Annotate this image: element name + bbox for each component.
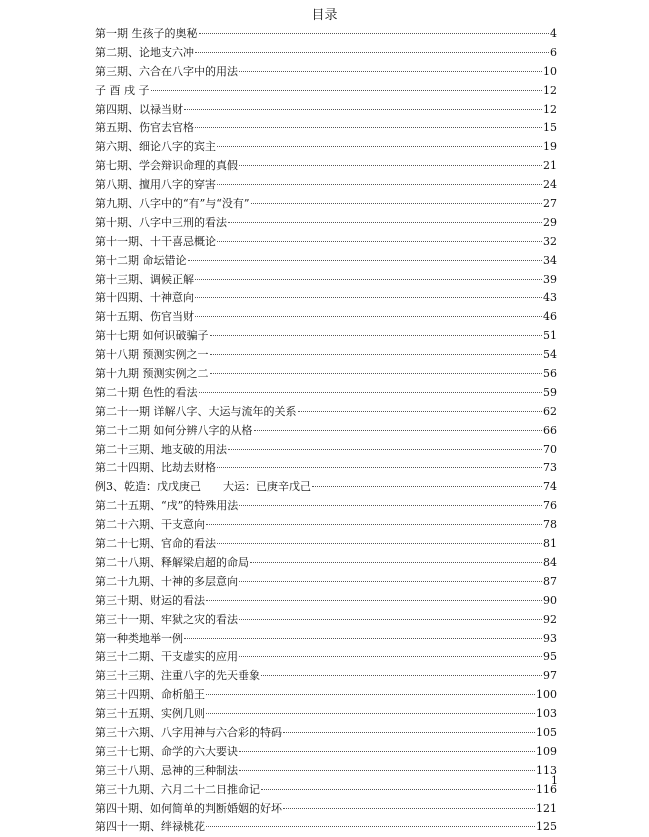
- toc-entry[interactable]: [95, 686, 557, 705]
- toc-entry-page-number: 27: [543, 197, 557, 211]
- toc-dot-leader: [312, 486, 542, 487]
- toc-entry-page-number: 46: [543, 310, 557, 324]
- toc-entry-page-number: 73: [543, 461, 557, 475]
- toc-entry-label: 第三十四期、命析船王: [95, 688, 205, 702]
- toc-entry[interactable]: [95, 289, 557, 308]
- toc-entry-label: 第二十九期、十神的多层意向: [95, 574, 238, 588]
- toc-entry[interactable]: [95, 271, 557, 290]
- toc-dot-leader: [184, 109, 542, 110]
- toc-entry-label: 第五期、伤官去官格: [95, 121, 194, 135]
- toc-dot-leader: [206, 524, 542, 525]
- toc-entry[interactable]: [95, 214, 557, 233]
- toc-entry-page-number: 10: [543, 64, 557, 78]
- toc-entry-page-number: 100: [536, 688, 557, 702]
- toc-entry[interactable]: [95, 25, 557, 44]
- toc-entry-page-number: 103: [536, 707, 557, 721]
- toc-entry-page-number: 19: [543, 140, 557, 154]
- toc-dot-leader: [239, 165, 542, 166]
- toc-entry[interactable]: [95, 705, 557, 724]
- toc-entry[interactable]: [95, 44, 557, 63]
- toc-dot-leader: [217, 146, 542, 147]
- toc-entry-label: 第十一期、十干喜忌概论: [95, 234, 216, 248]
- toc-entry-label: 第二十八期、释解梁启超的命局: [95, 555, 249, 569]
- toc-entry-label: 第三十九期、六月二十二日推命记: [95, 782, 260, 796]
- toc-entry-page-number: 66: [543, 423, 557, 437]
- toc-entry[interactable]: [95, 252, 557, 271]
- toc-dot-leader: [206, 826, 535, 827]
- toc-entry-label: 第十八期 预测实例之一: [95, 348, 209, 362]
- toc-entry-page-number: 51: [543, 329, 557, 343]
- toc-dot-leader: [239, 656, 542, 657]
- toc-entry[interactable]: [95, 554, 557, 573]
- toc-dot-leader: [195, 127, 542, 128]
- toc-entry-label: 第二十七期、官命的看法: [95, 537, 216, 551]
- toc-entry-page-number: 43: [543, 291, 557, 305]
- toc-entry[interactable]: [95, 138, 557, 157]
- toc-entry[interactable]: [95, 119, 557, 138]
- toc-dot-leader: [210, 335, 543, 336]
- toc-entry-label: 第四十期、如何简单的判断婚姻的好坏: [95, 801, 282, 815]
- toc-entry-page-number: 56: [543, 367, 557, 381]
- toc-entry[interactable]: [95, 743, 557, 762]
- toc-dot-leader: [251, 203, 543, 204]
- toc-entry[interactable]: [95, 327, 557, 346]
- toc-entry-label: 第二十六期、干支意向: [95, 518, 205, 532]
- toc-dot-leader: [228, 222, 542, 223]
- toc-dot-leader: [210, 354, 543, 355]
- toc-entry-label: 第二十四期、比劫去财格: [95, 461, 216, 475]
- toc-entry-page-number: 70: [543, 442, 557, 456]
- toc-entry[interactable]: [95, 648, 557, 667]
- toc-entry[interactable]: [95, 346, 557, 365]
- toc-entry[interactable]: [95, 403, 557, 422]
- toc-entry-page-number: 125: [536, 820, 557, 834]
- toc-entry-label: 第二十三期、地支破的用法: [95, 442, 227, 456]
- toc-entry-label: 第二十二期 如何分辨八字的从格: [95, 423, 253, 437]
- toc-entry-page-number: 109: [536, 744, 557, 758]
- toc-entry-label: 第四期、以禄当财: [95, 102, 183, 116]
- toc-entry-page-number: 97: [543, 669, 557, 683]
- toc-entry[interactable]: [95, 176, 557, 195]
- toc-dot-leader: [239, 751, 535, 752]
- toc-entry[interactable]: [95, 516, 557, 535]
- toc-entry-label: 子 酉 戌 子: [95, 83, 150, 97]
- toc-entry-label: 例3、乾造：戊戊庚己 大运：已庚辛戊己: [95, 480, 311, 494]
- toc-entry-page-number: 90: [543, 593, 557, 607]
- toc-entry-page-number: 92: [543, 612, 557, 626]
- toc-entry[interactable]: [95, 573, 557, 592]
- toc-dot-leader: [217, 543, 542, 544]
- toc-entry-page-number: 121: [536, 801, 557, 815]
- toc-dot-leader: [199, 392, 543, 393]
- toc-entry-page-number: 105: [536, 725, 557, 739]
- toc-entry-label: 第三十五期、实例几则: [95, 707, 205, 721]
- toc-entry-page-number: 12: [543, 102, 557, 116]
- toc-dot-leader: [217, 184, 542, 185]
- toc-entry-label: 第十七期 如何识破骗子: [95, 329, 209, 343]
- toc-entry-label: 第八期、擅用八字的穿害: [95, 178, 216, 192]
- toc-dot-leader: [195, 279, 542, 280]
- toc-entry-page-number: 74: [543, 480, 557, 494]
- toc-entry-page-number: 15: [543, 121, 557, 135]
- toc-list: [95, 25, 557, 837]
- toc-entry[interactable]: [95, 195, 557, 214]
- toc-entry-label: 第四十一期、绊禄桃花: [95, 820, 205, 834]
- toc-entry-label: 第三十一期、牢狱之灾的看法: [95, 612, 238, 626]
- toc-dot-leader: [195, 316, 542, 317]
- toc-entry[interactable]: [95, 384, 557, 403]
- toc-dot-leader: [195, 297, 542, 298]
- toc-entry-label: 第十期、八字中三刑的看法: [95, 215, 227, 229]
- toc-dot-leader: [206, 694, 535, 695]
- toc-entry[interactable]: [95, 459, 557, 478]
- toc-dot-leader: [239, 581, 542, 582]
- toc-dot-leader: [151, 90, 543, 91]
- toc-entry[interactable]: [95, 800, 557, 819]
- toc-entry-label: 第三期、六合在八字中的用法: [95, 64, 238, 78]
- toc-entry-label: 第十三期、调候正解: [95, 272, 194, 286]
- toc-dot-leader: [239, 770, 535, 771]
- toc-entry[interactable]: [95, 667, 557, 686]
- toc-entry[interactable]: [95, 157, 557, 176]
- toc-entry[interactable]: [95, 478, 557, 497]
- toc-entry-page-number: 95: [543, 650, 557, 664]
- toc-entry-label: 第九期、八字中的“有”与“没有”: [95, 197, 250, 211]
- toc-entry-page-number: 39: [543, 272, 557, 286]
- toc-dot-leader: [250, 562, 542, 563]
- toc-dot-leader: [261, 789, 535, 790]
- toc-entry-label: 第一种类地举一例: [95, 631, 183, 645]
- toc-entry-page-number: 6: [550, 45, 557, 59]
- toc-entry-page-number: 32: [543, 234, 557, 248]
- toc-entry-label: 第二十五期、“戌”的特殊用法: [95, 499, 239, 513]
- toc-dot-leader: [206, 600, 542, 601]
- toc-entry[interactable]: [95, 308, 557, 327]
- toc-entry[interactable]: [95, 818, 557, 837]
- toc-entry[interactable]: [95, 611, 557, 630]
- toc-entry-page-number: 59: [543, 385, 557, 399]
- page-number: 1: [551, 774, 558, 787]
- toc-entry-label: 第十五期、伤官当财: [95, 310, 194, 324]
- toc-entry-page-number: 93: [543, 631, 557, 645]
- toc-entry-page-number: 29: [543, 215, 557, 229]
- toc-entry[interactable]: [95, 724, 557, 743]
- toc-entry[interactable]: [95, 497, 557, 516]
- toc-entry[interactable]: [95, 592, 557, 611]
- toc-entry-page-number: 54: [543, 348, 557, 362]
- toc-entry-page-number: 78: [543, 518, 557, 532]
- toc-entry[interactable]: [95, 422, 557, 441]
- toc-entry-label: 第六期、细论八字的宾主: [95, 140, 216, 154]
- toc-dot-leader: [199, 33, 550, 34]
- toc-dot-leader: [206, 713, 535, 714]
- toc-entry-label: 第三十三期、注重八字的先天垂象: [95, 669, 260, 683]
- toc-entry-label: 第二十一期 详解八字、大运与流年的关系: [95, 404, 297, 418]
- toc-entry-label: 第三十八期、忌神的三种制法: [95, 763, 238, 777]
- toc-entry-page-number: 4: [550, 27, 557, 40]
- toc-dot-leader: [184, 638, 542, 639]
- toc-entry-page-number: 81: [543, 537, 557, 551]
- toc-entry-label: 第十四期、十神意向: [95, 291, 194, 305]
- toc-entry-label: 第二期、论地支六冲: [95, 45, 194, 59]
- toc-entry-page-number: 84: [543, 555, 557, 569]
- toc-dot-leader: [228, 449, 542, 450]
- toc-dot-leader: [188, 260, 543, 261]
- toc-entry-page-number: 116: [536, 782, 557, 796]
- toc-entry[interactable]: [95, 63, 557, 82]
- toc-entry-label: 第三十二期、干支虚实的应用: [95, 650, 238, 664]
- toc-entry-label: 第七期、学会辩识命理的真假: [95, 159, 238, 173]
- toc-dot-leader: [298, 411, 543, 412]
- toc-entry-page-number: 87: [543, 574, 557, 588]
- toc-dot-leader: [283, 732, 535, 733]
- toc-entry[interactable]: [95, 762, 557, 781]
- toc-entry[interactable]: [95, 233, 557, 252]
- toc-dot-leader: [210, 373, 543, 374]
- toc-entry-label: 第二十期 色性的看法: [95, 385, 198, 399]
- toc-dot-leader: [254, 430, 543, 431]
- toc-dot-leader: [239, 71, 542, 72]
- toc-entry-page-number: 76: [543, 499, 557, 513]
- toc-entry-label: 第三十七期、命学的六大要诀: [95, 744, 238, 758]
- toc-entry-page-number: 21: [543, 159, 557, 173]
- toc-entry-label: 第三十期、财运的看法: [95, 593, 205, 607]
- toc-entry-label: 第十二期 命坛错论: [95, 253, 187, 267]
- toc-entry-page-number: 62: [543, 404, 557, 418]
- toc-entry-label: 第一期 生孩子的奥秘: [95, 27, 198, 40]
- toc-dot-leader: [283, 808, 535, 809]
- toc-entry[interactable]: [95, 82, 557, 101]
- toc-entry-page-number: 12: [543, 83, 557, 97]
- toc-entry-label: 第三十六期、八字用神与六合彩的特码: [95, 725, 282, 739]
- toc-entry-page-number: 34: [543, 253, 557, 267]
- toc-entry-label: 第十九期 预测实例之二: [95, 367, 209, 381]
- toc-entry-page-number: 113: [536, 763, 557, 777]
- toc-dot-leader: [239, 619, 542, 620]
- toc-entry[interactable]: [95, 781, 557, 800]
- toc-entry[interactable]: [95, 101, 557, 120]
- toc-entry[interactable]: [95, 535, 557, 554]
- toc-entry-page-number: 24: [543, 178, 557, 192]
- toc-dot-leader: [195, 52, 549, 53]
- toc-entry[interactable]: [95, 630, 557, 649]
- toc-dot-leader: [239, 505, 542, 506]
- toc-dot-leader: [261, 675, 542, 676]
- toc-entry[interactable]: [95, 365, 557, 384]
- toc-entry[interactable]: [95, 441, 557, 460]
- toc-dot-leader: [217, 467, 542, 468]
- page-title: 目录: [311, 8, 338, 23]
- toc-dot-leader: [217, 241, 542, 242]
